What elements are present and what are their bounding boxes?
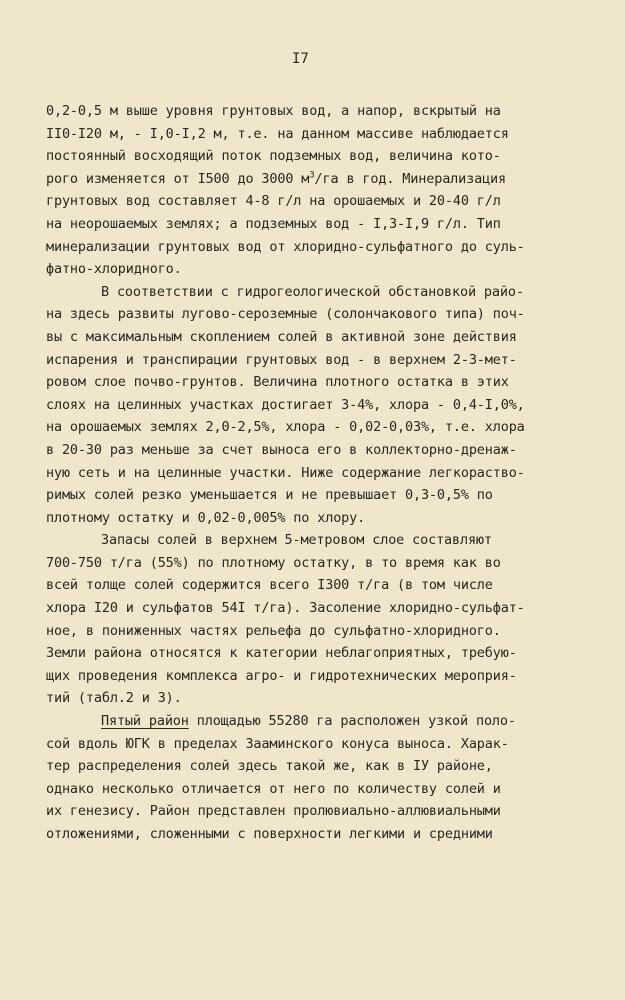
text-line (46, 145, 586, 168)
line-text: испарения и транспирации грунтовых вод - в верхнем 2-3-мет- (46, 351, 517, 368)
line-text: на неорошаемых землях; а подземных вод - I,3-I,9 г/л. Тип (46, 215, 501, 232)
text-line (46, 552, 586, 575)
line-text: в 20-30 раз меньше за счет выноса его в коллекторно-дренаж- (46, 441, 517, 458)
page-number: I7 (292, 51, 309, 67)
line-text-continued: /га в год. Минерализация (314, 170, 507, 187)
line-text: их генезису. Район представлен пролювиально-аллювиальными (46, 803, 501, 820)
text-line (46, 213, 586, 236)
underlined-heading: Пятый район (101, 713, 189, 730)
text-line (46, 687, 586, 710)
text-line (46, 733, 586, 756)
text-line (46, 665, 586, 688)
text-line (46, 236, 586, 259)
line-text: минерализации грунтовых вод от хлоридно-сульфатного до суль- (46, 238, 525, 255)
text-line (46, 462, 586, 485)
line-text: слоях на целинных участках достигает 3-4%, хлора - 0,4-I,0%, (46, 396, 525, 413)
text-line (46, 710, 586, 733)
text-line (46, 123, 586, 146)
line-text: тер распределения солей здесь такой же, как в IУ районе, (46, 758, 493, 775)
text-line (46, 439, 586, 462)
text-line (46, 755, 586, 778)
line-text: отложениями, сложенными с поверхности легкими и средними (46, 826, 493, 842)
line-text: площадью 55280 га расположен узкой поло- (188, 713, 516, 730)
line-text: однако несколько отличается от него по количеству солей и (46, 780, 501, 797)
superscript: 3 (309, 170, 315, 181)
line-text: Земли района относятся к категории неблагоприятных, требую- (46, 645, 517, 662)
text-line (46, 303, 586, 326)
line-text: постоянный восходящий поток подземных вод, величина кото- (46, 148, 501, 165)
text-line (46, 326, 586, 349)
text-line (46, 597, 586, 620)
line-text: В соответствии с гидрогеологической обстановкой райо- (101, 283, 524, 300)
line-text: 700-750 т/га (55%) по плотному остатку, в то время как во (46, 554, 501, 571)
text-line (46, 800, 586, 823)
text-line (46, 484, 586, 507)
text-line (46, 823, 586, 846)
text-line (46, 778, 586, 801)
line-text: ное, в пониженных частях рельефа до сульфатно-хлоридного. (46, 622, 501, 639)
line-text: вы с максимальным скоплением солей в активной зоне действия (46, 328, 517, 345)
line-text: римых солей резко уменьшается и не превышает 0,3-0,5% по (46, 487, 493, 504)
line-text: на здесь развиты лугово-сероземные (солончакового типа) поч- (46, 306, 525, 323)
text-line (46, 394, 586, 417)
text-line (46, 190, 586, 213)
line-text: II0-I20 м, - I,0-I,2 м, т.е. на данном массиве наблюдается (46, 125, 509, 142)
body-text (46, 100, 586, 846)
line-text: сой вдоль ЮГК в пределах Зааминского конуса выноса. Харак- (46, 735, 509, 752)
text-line (46, 371, 586, 394)
line-text: ную сеть и на целинные участки. Ниже содержание легкораство- (46, 464, 525, 481)
line-text: 0,2-0,5 м выше уровня грунтовых вод, а напор, вскрытый на (46, 103, 501, 119)
text-line (46, 258, 586, 281)
text-line (46, 529, 586, 552)
line-text: тий (табл.2 и 3). (46, 690, 182, 707)
line-text: на орошаемых землях 2,0-2,5%, хлора - 0,02-0,03%, т.е. хлора (46, 419, 525, 436)
text-line (46, 507, 586, 530)
text-line (46, 642, 586, 665)
text-line (46, 100, 586, 123)
line-text: хлора I20 и сульфатов 54I т/га). Засоление хлоридно-сульфат- (46, 600, 525, 617)
text-line (46, 620, 586, 643)
line-text: грунтовых вод составляет 4-8 г/л на орошаемых и 20-40 г/л (46, 193, 501, 210)
line-text: Запасы солей в верхнем 5-метровом слое составляют (101, 532, 492, 549)
text-line (46, 168, 586, 191)
line-text: фатно-хлоридного. (46, 261, 182, 278)
text-line (46, 416, 586, 439)
line-text: плотному остатку и 0,02-0,005% по хлору. (46, 509, 366, 526)
text-line (46, 349, 586, 372)
line-text: щих проведения комплекса агро- и гидротехнических мероприя- (46, 667, 517, 684)
line-text: всей толще солей содержится всего I300 т/га (в том числе (46, 577, 493, 594)
text-line (46, 281, 586, 304)
line-text: рого изменяется от I500 до 3000 м (46, 170, 310, 187)
text-line (46, 574, 586, 597)
line-text: ровом слое почво-грунтов. Величина плотного остатка в этих (46, 374, 509, 391)
